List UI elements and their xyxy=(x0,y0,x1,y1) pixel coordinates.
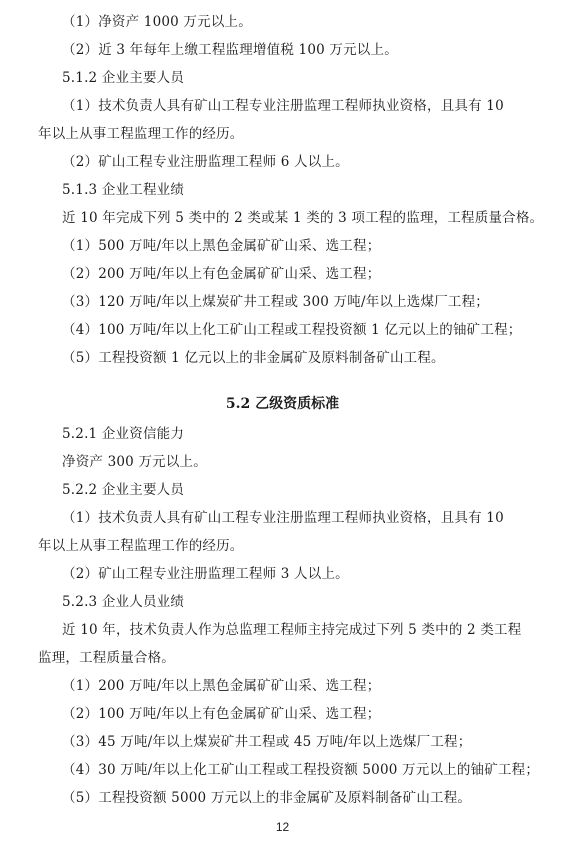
list-item: （2）200 万吨/年以上有色金属矿矿山采、选工程； xyxy=(62,266,381,282)
list-item: （5）工程投资额 5000 万元以上的非金属矿及原料制备矿山工程。 xyxy=(62,790,472,806)
paragraph-personnel-1b: 年以上从事工程监理工作的经历。 xyxy=(38,126,244,142)
list-item: （4）30 万吨/年以上化工矿山工程或工程投资额 5000 万元以上的铀矿工程； xyxy=(62,762,540,778)
paragraph-performance-intro-a: 近 10 年，技术负责人作为总监理工程师主持完成过下列 5 类中的 2 类工程 xyxy=(62,622,522,638)
subheading-5-2-3: 5.2.3 企业人员业绩 xyxy=(62,594,185,610)
subheading-5-1-3: 5.1.3 企业工程业绩 xyxy=(62,182,185,198)
paragraph-performance-intro: 近 10 年完成下列 5 类中的 2 类或某 1 类的 3 项工程的监理，工程质量合格。 xyxy=(62,210,544,226)
section-title-5-2: 5.2 乙级资质标准 xyxy=(225,396,340,412)
page-number: 12 xyxy=(275,820,290,834)
subheading-5-2-2: 5.2.2 企业主要人员 xyxy=(62,482,185,498)
list-item: （5）工程投资额 1 亿元以上的非金属矿及原料制备矿山工程。 xyxy=(62,350,445,366)
subheading-5-1-2: 5.1.2 企业主要人员 xyxy=(62,70,185,86)
paragraph-personnel-2: （2）矿山工程专业注册监理工程师 6 人以上。 xyxy=(62,154,349,170)
paragraph-performance-intro-b: 监理，工程质量合格。 xyxy=(38,650,175,666)
paragraph-vat-tax: （2）近 3 年每年上缴工程监理增值税 100 万元以上。 xyxy=(62,42,398,58)
paragraph-net-assets-b: 净资产 300 万元以上。 xyxy=(62,454,207,470)
list-item: （3）120 万吨/年以上煤炭矿井工程或 300 万吨/年以上选煤厂工程； xyxy=(62,294,489,310)
list-item: （3）45 万吨/年以上煤炭矿井工程或 45 万吨/年以上选煤厂工程； xyxy=(62,734,472,750)
paragraph-personnel-1a: （1）技术负责人具有矿山工程专业注册监理工程师执业资格，且具有 10 xyxy=(62,98,504,114)
paragraph-personnel-1a-b: （1）技术负责人具有矿山工程专业注册监理工程师执业资格，且具有 10 xyxy=(62,510,504,526)
paragraph-personnel-1b-b: 年以上从事工程监理工作的经历。 xyxy=(38,538,244,554)
subheading-5-2-1: 5.2.1 企业资信能力 xyxy=(62,426,185,442)
list-item: （4）100 万吨/年以上化工矿山工程或工程投资额 1 亿元以上的铀矿工程； xyxy=(62,322,522,338)
list-item: （1）200 万吨/年以上黑色金属矿矿山采、选工程； xyxy=(62,678,381,694)
list-item: （2）100 万吨/年以上有色金属矿矿山采、选工程； xyxy=(62,706,381,722)
paragraph-personnel-2-b: （2）矿山工程专业注册监理工程师 3 人以上。 xyxy=(62,566,349,582)
paragraph-net-assets: （1）净资产 1000 万元以上。 xyxy=(62,14,252,30)
list-item: （1）500 万吨/年以上黑色金属矿矿山采、选工程； xyxy=(62,238,381,254)
